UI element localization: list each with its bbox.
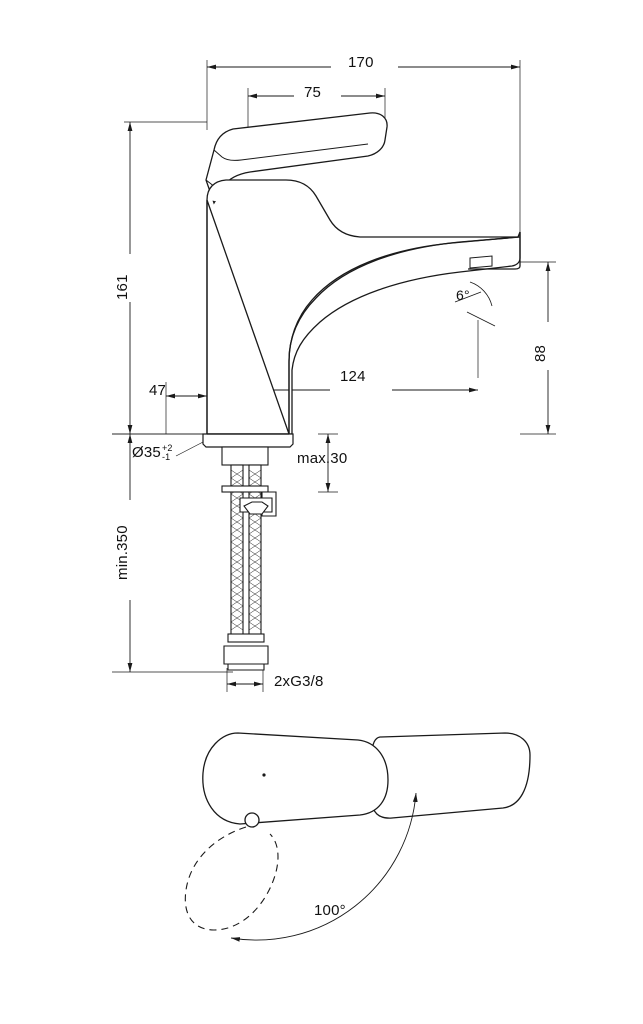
dim-max-thickness: max.30 xyxy=(297,450,348,467)
dim-body-depth: 47 xyxy=(149,382,167,399)
dim-connection-thread: 2xG3/8 xyxy=(274,673,324,690)
dim-overall-height: 161 xyxy=(114,274,131,300)
dim-swivel-angle: 100° xyxy=(314,902,346,919)
dim-spout-height: 88 xyxy=(532,344,549,362)
dim-hole-diameter xyxy=(132,444,173,462)
hole-tolerance xyxy=(162,444,173,462)
dim-overall-width: 170 xyxy=(348,54,374,71)
dim-min-supply-length: min.350 xyxy=(114,525,131,580)
hole-tolerance-minus: -1 xyxy=(161,452,171,463)
faucet-shank-and-hoses xyxy=(222,447,276,670)
faucet-top-view xyxy=(203,733,530,827)
hole-tolerance-plus: +2 xyxy=(161,443,173,454)
swivel-range-outline xyxy=(185,827,278,930)
dim-spout-reach: 124 xyxy=(340,368,366,385)
faucet-front-elevation xyxy=(203,113,520,447)
dim-handle-offset: 75 xyxy=(304,84,322,101)
dim-spout-angle: 6° xyxy=(456,287,470,303)
hole-diameter-value: Ø35 xyxy=(132,444,161,461)
